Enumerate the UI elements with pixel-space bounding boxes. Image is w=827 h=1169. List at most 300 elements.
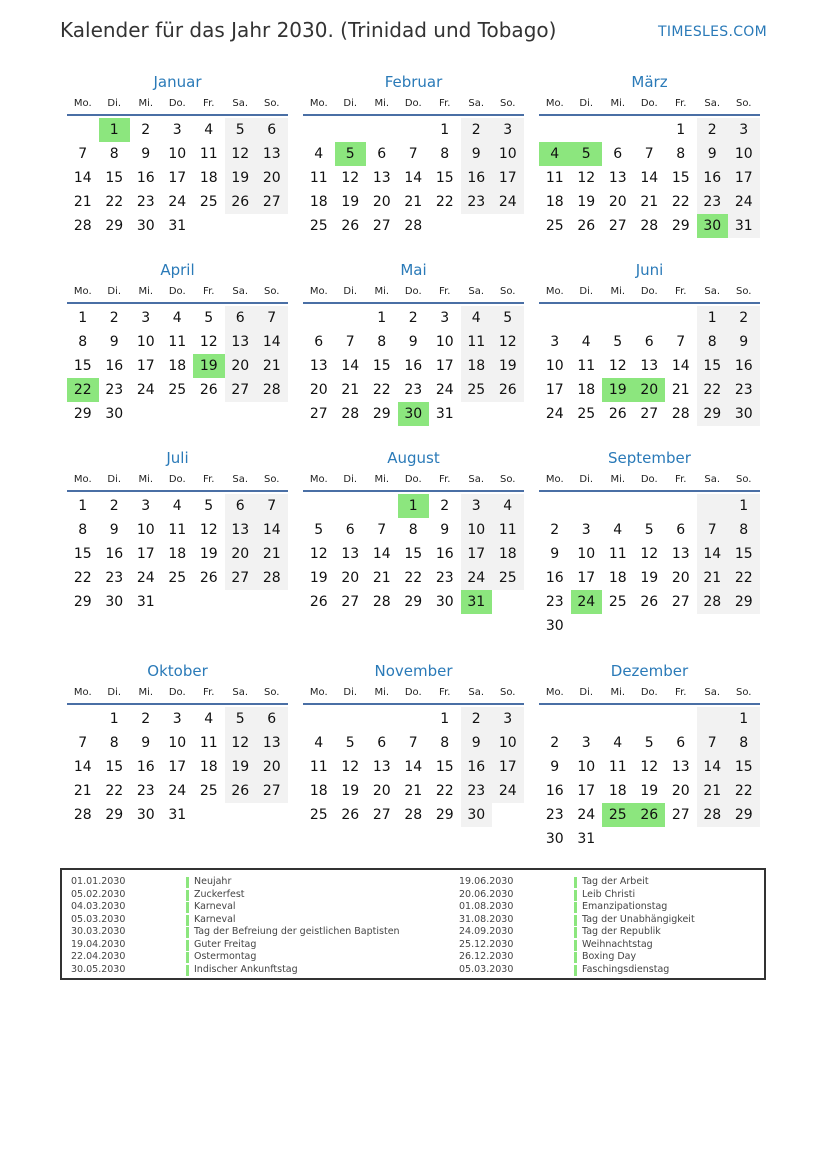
day-cell: 3 bbox=[461, 494, 493, 518]
day-cell: 15 bbox=[728, 542, 760, 566]
day-cell: 14 bbox=[404, 759, 423, 775]
day-cell: 18 bbox=[199, 170, 218, 186]
day-cell: 22 bbox=[404, 570, 423, 586]
day-cell: 3 bbox=[141, 310, 151, 326]
day-cell: 9 bbox=[109, 334, 119, 350]
empty-day-cell bbox=[602, 707, 634, 731]
holiday-date: 25.12.2030 bbox=[459, 938, 514, 950]
month-name: Oktober bbox=[147, 662, 208, 680]
day-cell: 21 bbox=[640, 194, 659, 210]
weekday-label: Di. bbox=[343, 474, 358, 485]
empty-day-cell bbox=[366, 494, 398, 518]
day-cell: 29 bbox=[372, 406, 391, 422]
day-cell: 4 bbox=[581, 334, 591, 350]
holiday-day-cell: 19 bbox=[602, 378, 634, 402]
day-cell: 22 bbox=[671, 194, 690, 210]
weekday-label: Fr. bbox=[675, 474, 687, 485]
legend-column bbox=[71, 876, 400, 976]
day-cell: 23 bbox=[404, 382, 423, 398]
month-7 bbox=[67, 446, 288, 614]
holiday-marker bbox=[186, 927, 189, 938]
holiday-date: 01.01.2030 bbox=[71, 876, 126, 887]
day-cell: 15 bbox=[372, 358, 391, 374]
day-cell: 26 bbox=[341, 218, 360, 234]
day-cell: 22 bbox=[697, 378, 729, 402]
day-cell: 10 bbox=[545, 358, 564, 374]
brand-logo-text[interactable]: TIMESLES.COM bbox=[658, 24, 767, 40]
day-grid bbox=[303, 707, 524, 827]
month-8 bbox=[303, 446, 524, 614]
day-cell: 31 bbox=[168, 807, 187, 823]
day-cell: 13 bbox=[256, 731, 288, 755]
day-cell: 24 bbox=[136, 570, 155, 586]
day-cell: 20 bbox=[671, 783, 690, 799]
day-cell: 22 bbox=[728, 566, 760, 590]
day-cell: 18 bbox=[545, 194, 564, 210]
day-cell: 2 bbox=[550, 735, 560, 751]
day-cell: 18 bbox=[199, 759, 218, 775]
weekday-label: So. bbox=[264, 687, 280, 698]
day-cell: 30 bbox=[105, 406, 124, 422]
day-cell: 9 bbox=[408, 334, 418, 350]
day-cell: 31 bbox=[168, 218, 187, 234]
day-cell: 9 bbox=[109, 522, 119, 538]
empty-day-cell bbox=[303, 707, 335, 731]
weekday-label: Mi. bbox=[374, 98, 390, 109]
day-cell: 7 bbox=[256, 494, 288, 518]
day-cell: 5 bbox=[225, 707, 257, 731]
day-cell: 17 bbox=[728, 166, 760, 190]
day-cell: 24 bbox=[435, 382, 454, 398]
weekday-label: So. bbox=[736, 474, 752, 485]
day-cell: 31 bbox=[435, 406, 454, 422]
day-cell: 13 bbox=[671, 759, 690, 775]
day-cell: 2 bbox=[109, 310, 119, 326]
legend-row bbox=[459, 876, 759, 889]
day-cell: 25 bbox=[168, 382, 187, 398]
weekday-header bbox=[303, 94, 524, 116]
holiday-date: 30.03.2030 bbox=[71, 926, 126, 937]
holiday-date: 31.08.2030 bbox=[459, 913, 514, 925]
empty-day-cell bbox=[665, 494, 697, 518]
day-cell: 25 bbox=[199, 194, 218, 210]
holiday-day-cell: 5 bbox=[571, 142, 603, 166]
day-cell: 19 bbox=[199, 546, 218, 562]
empty-day-cell bbox=[303, 118, 335, 142]
day-cell: 21 bbox=[341, 382, 360, 398]
day-cell: 9 bbox=[697, 142, 729, 166]
day-cell: 15 bbox=[728, 755, 760, 779]
day-cell: 20 bbox=[225, 542, 257, 566]
weekday-label: Do. bbox=[168, 286, 186, 297]
holiday-marker bbox=[186, 890, 189, 901]
day-cell: 15 bbox=[73, 546, 92, 562]
day-cell: 14 bbox=[73, 759, 92, 775]
holiday-name: Tag der Republik bbox=[582, 926, 661, 937]
weekday-label: Fr. bbox=[439, 474, 451, 485]
holiday-marker bbox=[186, 952, 189, 963]
day-cell: 25 bbox=[577, 406, 596, 422]
holiday-day-cell: 22 bbox=[67, 378, 99, 402]
day-cell: 24 bbox=[136, 382, 155, 398]
day-cell: 18 bbox=[492, 542, 524, 566]
holiday-legend bbox=[60, 868, 766, 980]
day-cell: 22 bbox=[728, 779, 760, 803]
day-cell: 7 bbox=[644, 146, 654, 162]
day-cell: 4 bbox=[204, 711, 214, 727]
day-cell: 21 bbox=[697, 779, 729, 803]
day-cell: 1 bbox=[78, 498, 88, 514]
weekday-label: Di. bbox=[107, 286, 122, 297]
day-cell: 14 bbox=[73, 170, 92, 186]
weekday-label: So. bbox=[500, 286, 516, 297]
day-cell: 22 bbox=[435, 783, 454, 799]
day-cell: 16 bbox=[545, 570, 564, 586]
weekday-label: Mo. bbox=[309, 98, 328, 109]
day-cell: 26 bbox=[492, 378, 524, 402]
empty-day-cell bbox=[398, 707, 430, 731]
legend-row bbox=[459, 889, 759, 902]
day-grid bbox=[67, 707, 288, 827]
day-cell: 28 bbox=[256, 378, 288, 402]
day-cell: 6 bbox=[314, 334, 324, 350]
day-cell: 13 bbox=[309, 358, 328, 374]
empty-day-cell bbox=[335, 707, 367, 731]
empty-day-cell bbox=[602, 118, 634, 142]
holiday-date: 30.05.2030 bbox=[71, 963, 126, 975]
day-cell: 24 bbox=[492, 190, 524, 214]
day-cell: 8 bbox=[728, 518, 760, 542]
day-cell: 19 bbox=[640, 570, 659, 586]
empty-day-cell bbox=[571, 306, 603, 330]
day-cell: 15 bbox=[73, 358, 92, 374]
day-grid bbox=[67, 494, 288, 614]
day-cell: 23 bbox=[105, 570, 124, 586]
day-cell: 18 bbox=[168, 546, 187, 562]
weekday-label: So. bbox=[500, 98, 516, 109]
day-cell: 26 bbox=[199, 570, 218, 586]
weekday-label: Fr. bbox=[675, 286, 687, 297]
weekday-label: Fr. bbox=[203, 474, 215, 485]
day-cell: 26 bbox=[640, 594, 659, 610]
weekday-label: Mi. bbox=[374, 687, 390, 698]
holiday-marker bbox=[574, 915, 577, 926]
holiday-name: Zuckerfest bbox=[194, 888, 245, 900]
holiday-day-cell: 5 bbox=[335, 142, 367, 166]
weekday-label: Do. bbox=[640, 286, 658, 297]
day-cell: 4 bbox=[204, 122, 214, 138]
day-cell: 6 bbox=[256, 118, 288, 142]
day-cell: 5 bbox=[225, 118, 257, 142]
weekday-label: Di. bbox=[579, 98, 594, 109]
month-4 bbox=[67, 258, 288, 426]
weekday-label: Mi. bbox=[138, 98, 154, 109]
day-cell: 18 bbox=[461, 354, 493, 378]
weekday-header bbox=[67, 683, 288, 705]
weekday-label: Mo. bbox=[73, 286, 92, 297]
holiday-name: Karneval bbox=[194, 901, 236, 912]
weekday-label: Fr. bbox=[675, 687, 687, 698]
day-cell: 19 bbox=[341, 783, 360, 799]
day-cell: 30 bbox=[105, 594, 124, 610]
day-cell: 7 bbox=[78, 146, 88, 162]
day-cell: 24 bbox=[168, 194, 187, 210]
day-cell: 3 bbox=[492, 118, 524, 142]
holiday-marker bbox=[574, 927, 577, 938]
month-name: Februar bbox=[384, 73, 443, 91]
weekday-label: Sa. bbox=[468, 687, 485, 698]
day-cell: 21 bbox=[671, 382, 690, 398]
day-cell: 13 bbox=[256, 142, 288, 166]
month-3 bbox=[539, 70, 760, 238]
month-name: Juni bbox=[635, 261, 664, 279]
day-cell: 28 bbox=[73, 807, 92, 823]
weekday-header bbox=[303, 683, 524, 705]
empty-day-cell bbox=[398, 118, 430, 142]
holiday-marker bbox=[186, 965, 189, 976]
weekday-label: Di. bbox=[107, 474, 122, 485]
holiday-marker bbox=[574, 902, 577, 913]
day-cell: 26 bbox=[225, 190, 257, 214]
day-cell: 11 bbox=[168, 334, 187, 350]
empty-day-cell bbox=[366, 707, 398, 731]
day-cell: 14 bbox=[697, 755, 729, 779]
month-11 bbox=[303, 659, 524, 827]
weekday-label: Do. bbox=[404, 286, 422, 297]
holiday-name: Guter Freitag bbox=[194, 938, 257, 950]
legend-row bbox=[71, 876, 371, 889]
day-cell: 3 bbox=[550, 334, 560, 350]
day-cell: 20 bbox=[341, 570, 360, 586]
day-cell: 11 bbox=[168, 522, 187, 538]
day-cell: 6 bbox=[676, 522, 686, 538]
day-cell: 7 bbox=[78, 735, 88, 751]
day-cell: 16 bbox=[461, 755, 493, 779]
day-grid bbox=[539, 118, 760, 238]
day-cell: 14 bbox=[256, 330, 288, 354]
empty-day-cell bbox=[335, 306, 367, 330]
day-cell: 9 bbox=[440, 522, 450, 538]
day-cell: 9 bbox=[550, 546, 560, 562]
legend-row bbox=[459, 914, 759, 927]
weekday-label: Di. bbox=[343, 98, 358, 109]
day-cell: 27 bbox=[341, 594, 360, 610]
weekday-label: Di. bbox=[343, 286, 358, 297]
weekday-label: Do. bbox=[640, 474, 658, 485]
day-cell: 8 bbox=[728, 731, 760, 755]
day-cell: 11 bbox=[608, 546, 627, 562]
day-cell: 29 bbox=[697, 402, 729, 426]
day-cell: 1 bbox=[676, 122, 686, 138]
day-cell: 9 bbox=[461, 731, 493, 755]
day-cell: 7 bbox=[697, 731, 729, 755]
day-cell: 31 bbox=[136, 594, 155, 610]
day-cell: 11 bbox=[199, 146, 218, 162]
day-cell: 18 bbox=[309, 194, 328, 210]
day-cell: 15 bbox=[435, 759, 454, 775]
day-cell: 28 bbox=[372, 594, 391, 610]
empty-day-cell bbox=[697, 707, 729, 731]
day-cell: 7 bbox=[345, 334, 355, 350]
weekday-header bbox=[67, 94, 288, 116]
day-cell: 30 bbox=[545, 618, 564, 634]
day-cell: 4 bbox=[172, 310, 182, 326]
day-cell: 26 bbox=[309, 594, 328, 610]
weekday-label: Fr. bbox=[203, 687, 215, 698]
month-name: Mai bbox=[400, 261, 427, 279]
day-cell: 14 bbox=[256, 518, 288, 542]
day-cell: 8 bbox=[377, 334, 387, 350]
day-cell: 10 bbox=[461, 518, 493, 542]
day-cell: 25 bbox=[309, 807, 328, 823]
day-cell: 14 bbox=[372, 546, 391, 562]
holiday-date: 01.08.2030 bbox=[459, 901, 514, 912]
holiday-name: Ostermontag bbox=[194, 951, 257, 962]
weekday-label: Di. bbox=[579, 687, 594, 698]
day-cell: 23 bbox=[545, 594, 564, 610]
day-cell: 3 bbox=[440, 310, 450, 326]
day-cell: 10 bbox=[168, 146, 187, 162]
weekday-label: Mo. bbox=[73, 474, 92, 485]
day-cell: 23 bbox=[435, 570, 454, 586]
day-cell: 6 bbox=[377, 146, 387, 162]
day-cell: 26 bbox=[577, 218, 596, 234]
day-cell: 4 bbox=[314, 146, 324, 162]
holiday-marker bbox=[186, 902, 189, 913]
day-cell: 2 bbox=[408, 310, 418, 326]
day-cell: 21 bbox=[404, 194, 423, 210]
empty-day-cell bbox=[335, 494, 367, 518]
day-cell: 16 bbox=[545, 783, 564, 799]
day-cell: 29 bbox=[73, 406, 92, 422]
weekday-header bbox=[539, 282, 760, 304]
weekday-label: Fr. bbox=[439, 98, 451, 109]
day-cell: 19 bbox=[492, 354, 524, 378]
legend-row bbox=[71, 914, 371, 927]
weekday-label: Di. bbox=[343, 687, 358, 698]
day-cell: 1 bbox=[697, 306, 729, 330]
day-cell: 2 bbox=[728, 306, 760, 330]
day-cell: 23 bbox=[105, 382, 124, 398]
holiday-date: 24.09.2030 bbox=[459, 926, 514, 937]
day-cell: 11 bbox=[461, 330, 493, 354]
day-cell: 1 bbox=[728, 494, 760, 518]
weekday-label: So. bbox=[264, 286, 280, 297]
day-cell: 10 bbox=[136, 334, 155, 350]
empty-day-cell bbox=[303, 306, 335, 330]
day-cell: 30 bbox=[136, 218, 155, 234]
day-cell: 14 bbox=[640, 170, 659, 186]
day-cell: 1 bbox=[728, 707, 760, 731]
empty-day-cell bbox=[539, 494, 571, 518]
day-cell: 3 bbox=[172, 122, 182, 138]
day-cell: 15 bbox=[404, 546, 423, 562]
day-cell: 17 bbox=[492, 755, 524, 779]
day-cell: 23 bbox=[461, 190, 493, 214]
day-cell: 6 bbox=[225, 494, 257, 518]
day-cell: 8 bbox=[109, 146, 119, 162]
empty-day-cell bbox=[539, 707, 571, 731]
day-cell: 29 bbox=[435, 807, 454, 823]
month-name: September bbox=[608, 449, 691, 467]
weekday-label: Sa. bbox=[704, 687, 721, 698]
day-cell: 19 bbox=[640, 783, 659, 799]
month-10 bbox=[67, 659, 288, 827]
day-cell: 28 bbox=[640, 218, 659, 234]
day-cell: 24 bbox=[728, 190, 760, 214]
day-cell: 13 bbox=[671, 546, 690, 562]
day-cell: 23 bbox=[136, 194, 155, 210]
day-cell: 11 bbox=[309, 759, 328, 775]
day-cell: 9 bbox=[728, 330, 760, 354]
empty-day-cell bbox=[602, 494, 634, 518]
day-cell: 27 bbox=[225, 378, 257, 402]
legend-row bbox=[459, 951, 759, 964]
day-cell: 28 bbox=[256, 566, 288, 590]
day-cell: 22 bbox=[435, 194, 454, 210]
day-cell: 28 bbox=[697, 803, 729, 827]
weekday-label: So. bbox=[736, 98, 752, 109]
day-cell: 29 bbox=[728, 803, 760, 827]
day-grid bbox=[67, 118, 288, 238]
holiday-marker bbox=[574, 890, 577, 901]
day-cell: 20 bbox=[372, 194, 391, 210]
day-cell: 6 bbox=[613, 146, 623, 162]
day-cell: 16 bbox=[105, 358, 124, 374]
legend-row bbox=[71, 951, 371, 964]
day-cell: 17 bbox=[545, 382, 564, 398]
day-cell: 25 bbox=[309, 218, 328, 234]
weekday-label: Do. bbox=[404, 687, 422, 698]
weekday-label: Do. bbox=[168, 474, 186, 485]
day-cell: 7 bbox=[408, 735, 418, 751]
holiday-date: 05.03.2030 bbox=[71, 913, 126, 925]
weekday-label: Mo. bbox=[73, 687, 92, 698]
day-cell: 20 bbox=[225, 354, 257, 378]
day-cell: 26 bbox=[199, 382, 218, 398]
day-cell: 16 bbox=[136, 170, 155, 186]
day-cell: 9 bbox=[141, 735, 151, 751]
day-cell: 10 bbox=[435, 334, 454, 350]
day-cell: 27 bbox=[225, 566, 257, 590]
weekday-label: Mi. bbox=[610, 687, 626, 698]
weekday-label: Sa. bbox=[468, 286, 485, 297]
day-cell: 6 bbox=[676, 735, 686, 751]
day-cell: 18 bbox=[309, 783, 328, 799]
month-name: März bbox=[631, 73, 668, 91]
holiday-marker bbox=[186, 877, 189, 888]
day-cell: 20 bbox=[309, 382, 328, 398]
holiday-date: 20.06.2030 bbox=[459, 888, 514, 900]
legend-row bbox=[459, 939, 759, 952]
day-cell: 5 bbox=[644, 522, 654, 538]
day-cell: 12 bbox=[492, 330, 524, 354]
legend-row bbox=[71, 939, 371, 952]
day-cell: 12 bbox=[577, 170, 596, 186]
legend-row bbox=[71, 964, 371, 977]
day-cell: 6 bbox=[644, 334, 654, 350]
weekday-header bbox=[67, 282, 288, 304]
day-cell: 13 bbox=[640, 358, 659, 374]
weekday-header bbox=[67, 470, 288, 492]
day-cell: 31 bbox=[577, 831, 596, 847]
day-cell: 3 bbox=[172, 711, 182, 727]
day-cell: 23 bbox=[728, 378, 760, 402]
day-cell: 5 bbox=[492, 306, 524, 330]
empty-day-cell bbox=[539, 306, 571, 330]
month-name: Dezember bbox=[610, 662, 689, 680]
empty-day-cell bbox=[67, 707, 99, 731]
